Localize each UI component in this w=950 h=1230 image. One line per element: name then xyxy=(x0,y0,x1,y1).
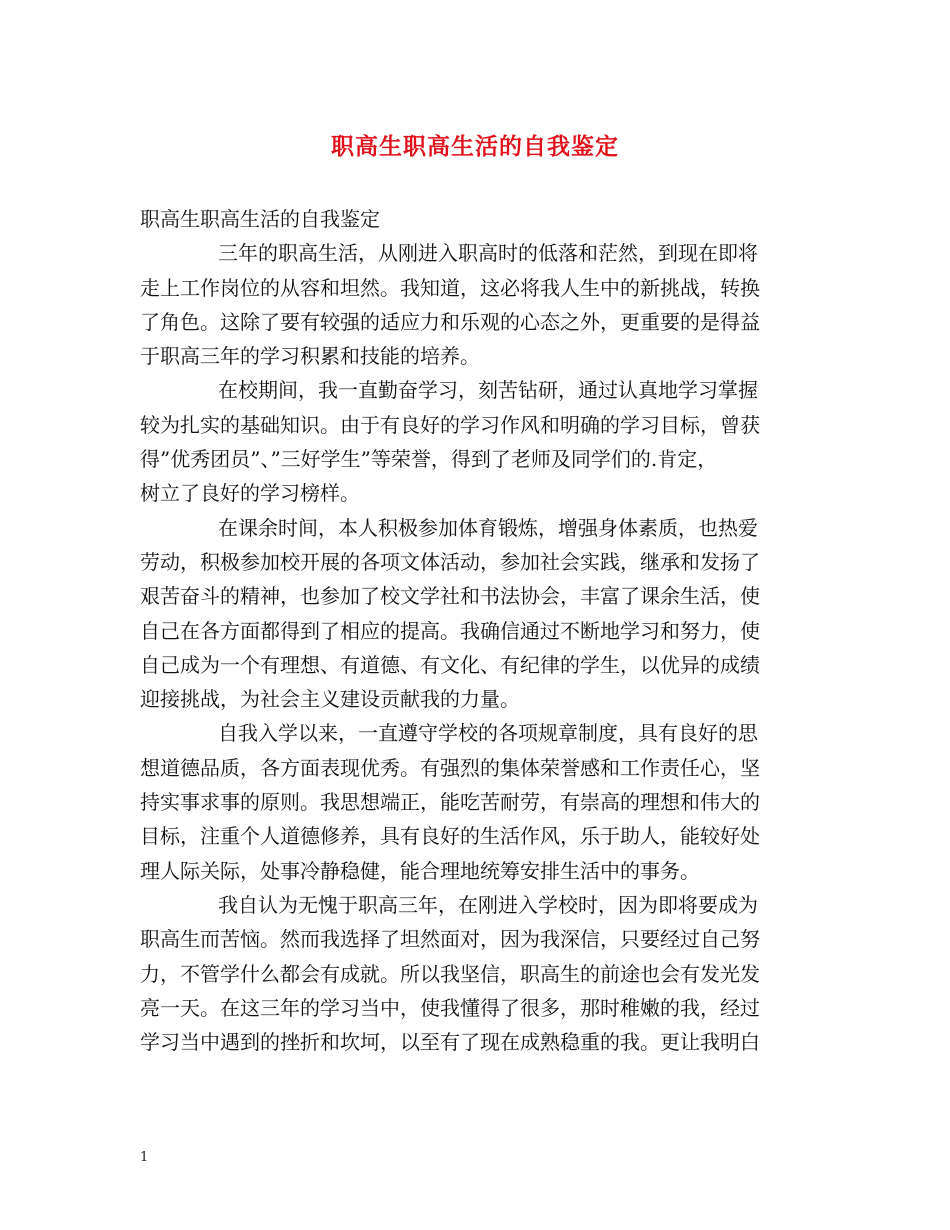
text-line: 想道德品质，各方面表现优秀。有强烈的集体荣誉感和工作责任心，坚 xyxy=(140,755,760,780)
text-line: 三年的职高生活，从刚进入职高时的低落和茫然，到现在即将 xyxy=(218,241,758,266)
text-line: 学习当中遇到的挫折和坎坷，以至有了现在成熟稳重的我。更让我明白 xyxy=(140,1030,760,1055)
text-line: 迎接挑战，为社会主义建设贡献我的力量。 xyxy=(140,687,520,712)
text-line: 劳动，积极参加校开展的各项文体活动，参加社会实践，继承和发扬了 xyxy=(140,549,760,574)
document-body xyxy=(140,202,812,1059)
text-line: 较为扎实的基础知识。由于有良好的学习作风和明确的学习目标，曾获 xyxy=(140,412,760,437)
text-line: 艰苦奋斗的精神，也参加了校文学社和书法协会，丰富了课余生活，使 xyxy=(140,584,760,609)
text-line: 走上工作岗位的从容和坦然。我知道，这必将我人生中的新挑战，转换 xyxy=(140,275,760,300)
page-number: 1 xyxy=(140,1150,149,1165)
text-line: 亮一天。在这三年的学习当中，使我懂得了很多，那时稚嫩的我，经过 xyxy=(140,995,760,1020)
text-line: 理人际关际，处事冷静稳健，能合理地统筹安排生活中的事务。 xyxy=(140,858,700,883)
text-line: 目标，注重个人道德修养，具有良好的生活作风，乐于助人，能较好处 xyxy=(140,824,760,849)
text-line: 在校期间，我一直勤奋学习，刻苦钻研，通过认真地学习掌握 xyxy=(218,378,758,403)
text-line: 了角色。这除了要有较强的适应力和乐观的心态之外，更重要的是得益 xyxy=(140,309,760,334)
text-line: 得”优秀团员”、”三好学生”等荣誉，得到了老师及同学们的.肯定， xyxy=(140,447,718,472)
text-line: 力，不管学什么都会有成就。所以我坚信，职高生的前途也会有发光发 xyxy=(140,961,760,986)
text-line: 持实事求事的原则。我思想端正，能吃苦耐劳，有崇高的理想和伟大的 xyxy=(140,790,760,815)
document-title: 职高生职高生活的自我鉴定 xyxy=(331,133,619,160)
text-line: 职高生职高生活的自我鉴定 xyxy=(140,207,380,231)
text-line: 自我入学以来，一直遵守学校的各项规章制度，具有良好的思 xyxy=(218,721,758,746)
text-line: 自己在各方面都得到了相应的提高。我确信通过不断地学习和努力，使 xyxy=(140,618,760,643)
text-line: 我自认为无愧于职高三年，在刚进入学校时，因为即将要成为 xyxy=(218,892,758,917)
text-line: 职高生而苦恼。然而我选择了坦然面对，因为我深信，只要经过自己努 xyxy=(140,927,760,952)
text-line: 于职高三年的学习积累和技能的培养。 xyxy=(140,344,480,369)
text-line: 在课余时间，本人积极参加体育锻炼，增强身体素质，也热爱 xyxy=(218,515,758,540)
text-line: 树立了良好的学习榜样。 xyxy=(140,481,360,506)
text-line: 自己成为一个有理想、有道德、有文化、有纪律的学生，以优异的成绩 xyxy=(140,652,760,677)
